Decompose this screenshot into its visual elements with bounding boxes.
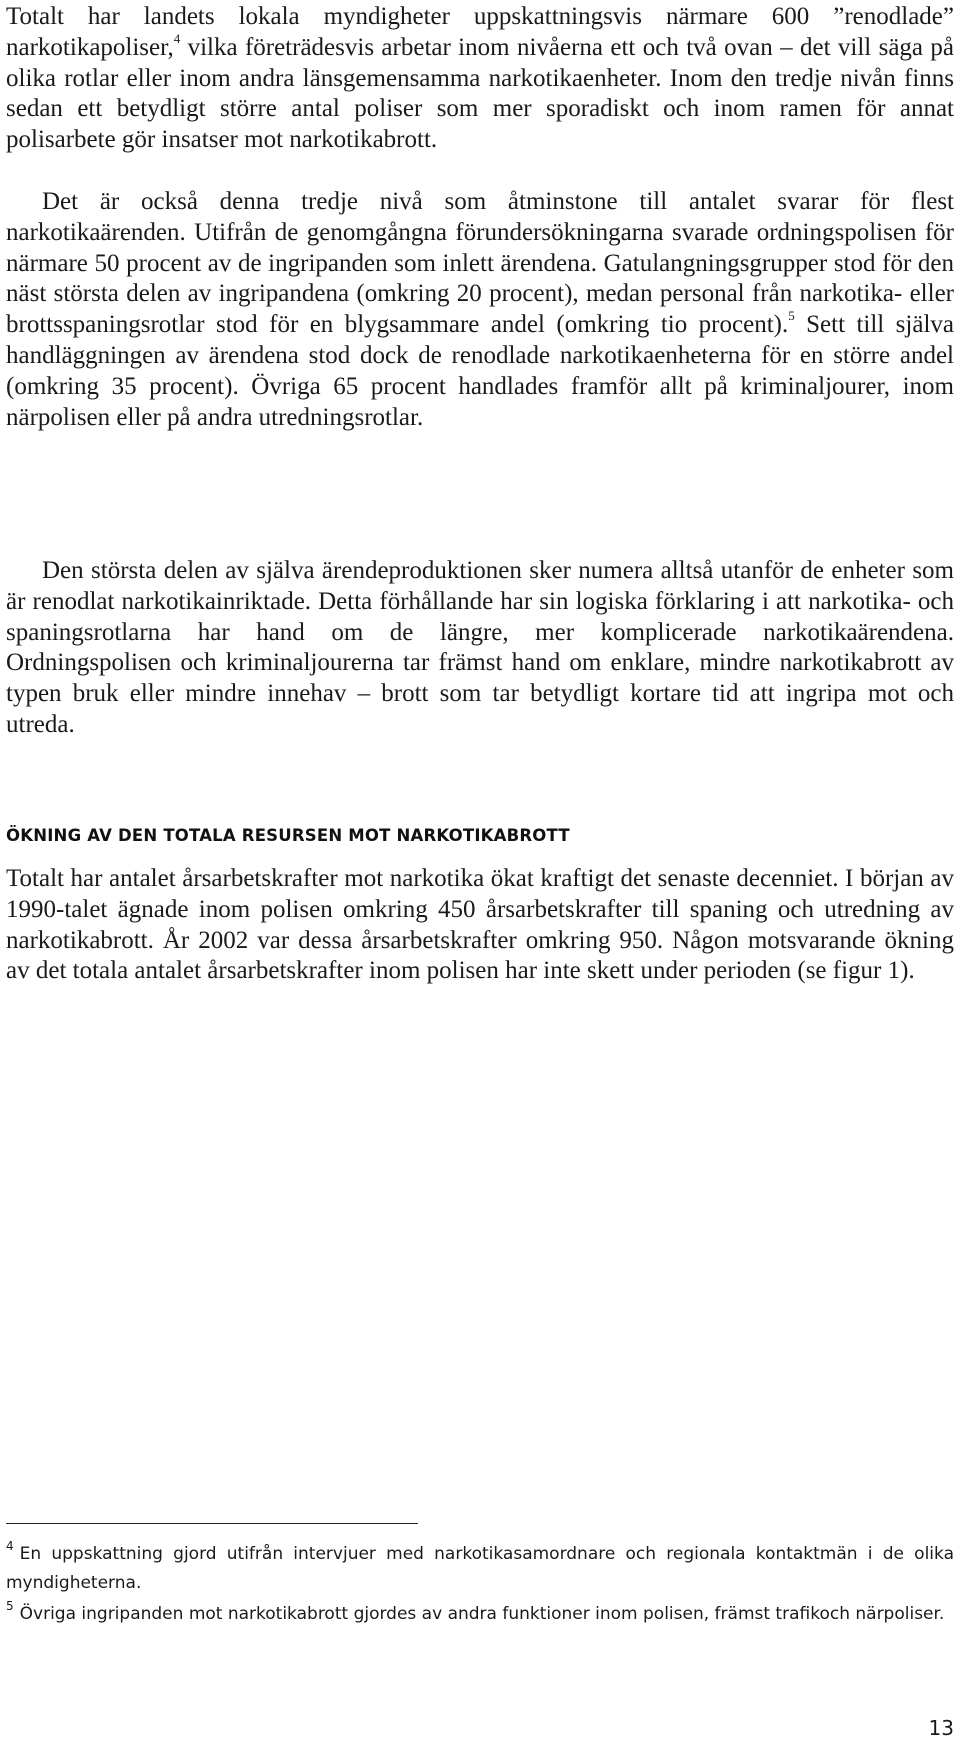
section-heading: ÖKNING AV DEN TOTALA RESURSEN MOT NARKOTIKABROTT	[6, 826, 570, 845]
footnote-divider	[6, 1523, 418, 1524]
footnote-4-number: 4	[6, 1539, 14, 1553]
paragraph-1-text-a: Totalt har landets lokala myndigheter uppskattningsvis närmare 600 ”renodlade” narkotikapoliser,	[6, 3, 954, 61]
section-paragraph	[6, 864, 954, 987]
paragraph-1	[6, 2, 954, 156]
paragraph-2-text-b: Sett till själva handläggningen av ärendena stod dock de renodlade narkotikaenheterna för en större andel (omkring 35 procent). Övriga 65 procent handlades framför allt på kriminaljourer, inom närpolisen eller på andra utredningsrotlar.	[6, 311, 954, 431]
footnote-ref-4: 4	[173, 30, 181, 46]
footnote-5-number: 5	[6, 1599, 14, 1613]
footnote-5-text: Övriga ingripanden mot narkotikabrott gjordes av andra funktioner inom polisen, främst trafikoch närpoliser.	[19, 1604, 945, 1624]
paragraph-3-text: Den största delen av själva ärendeproduktionen sker numera alltså utanför de enheter som är renodlat narkotikainriktade. Detta förhållande har sin logiska förklaring i att narkotika- och spaningsrotlarna har hand om de längre, mer komplicerade narkotikaärendena. Ordningspolisen och kriminaljourerna tar främst hand om enklare, mindre narkotikabrott av typen bruk eller mindre innehav – brott som tar betydligt kortare tid att ingripa mot och utreda.	[6, 557, 954, 738]
paragraph-2-text-a: Det är också denna tredje nivå som åtminstone till antalet svarar för flest narkotikaärenden. Utifrån de genomgångna förundersökningarna svarade ordningspolisen för närmare 50 procent av de ingripanden som inlett ärendena. Gatulangningsgrupper stod för den näst största delen av ingripandena (omkring 20 procent), medan personal från narkotika- eller brottsspaningsrotlar stod för en blygsammare andel (omkring tio procent).	[6, 188, 954, 339]
footnote-ref-5: 5	[788, 308, 795, 324]
footnote-4	[6, 1540, 954, 1598]
footnote-5	[6, 1600, 954, 1629]
footnote-4-text: En uppskattning gjord utifrån intervjuer med narkotikasamordnare och regionala kontaktmän i de olika myndigheterna.	[6, 1544, 954, 1593]
paragraph-1-text-b: vilka företrädesvis arbetar inom nivåerna ett och två ovan – det vill säga på olika rotlar eller inom andra länsgemensamma narkotikaenheter. Inom den tredje nivån finns sedan ett betydligt större antal poliser som mer sporadiskt och inom ramen för annat polisarbete gör insatser mot narkotikabrott.	[6, 33, 954, 154]
page-number: 13	[928, 1716, 954, 1740]
paragraph-3	[6, 556, 954, 741]
section-paragraph-text: Totalt har antalet årsarbetskrafter mot narkotika ökat kraftigt det senaste decenniet. I början av 1990-talet ägnade inom polisen omkring 450 årsarbetskrafter till spaning och utredning av narkotikabrott. År 2002 var dessa årsarbetskrafter omkring 950. Någon motsvarande ökning av det totala antalet årsarbetskrafter inom polisen har inte skett under perioden (se figur 1).	[6, 865, 954, 985]
paragraph-2	[6, 187, 954, 433]
